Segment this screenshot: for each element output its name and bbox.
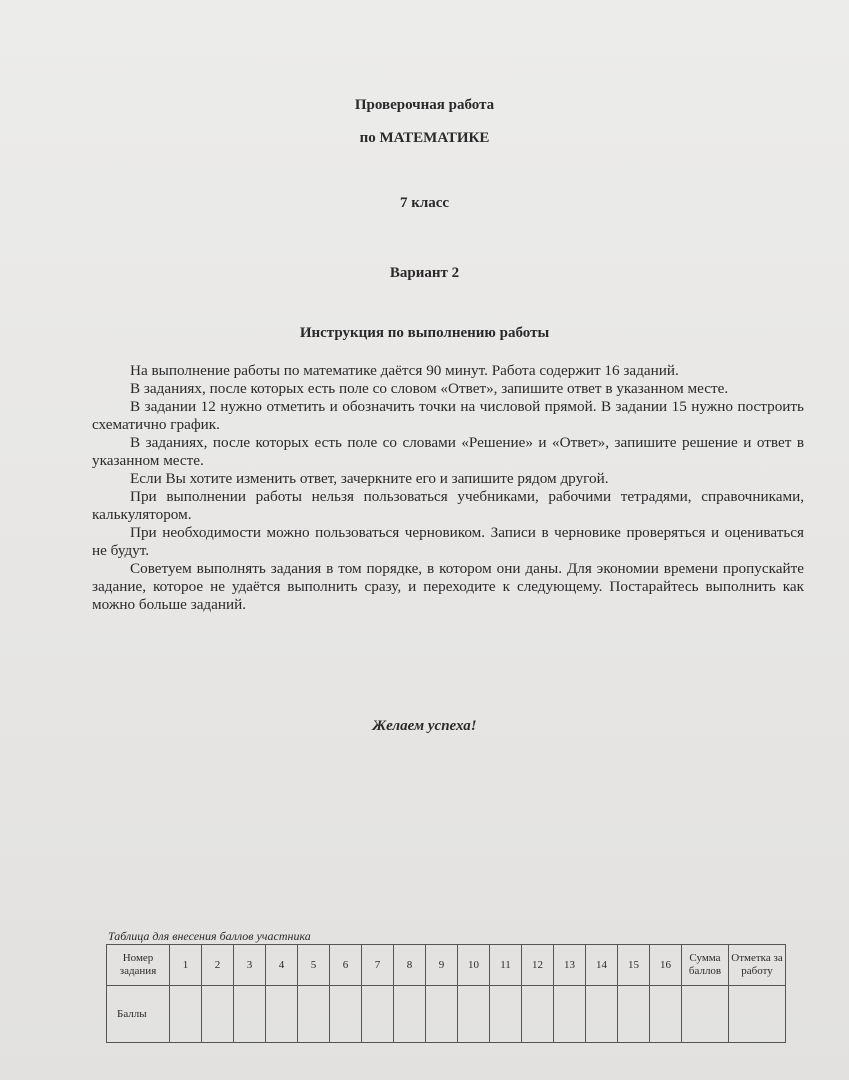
instructions-body bbox=[92, 362, 804, 614]
sum-label: Сумма баллов bbox=[682, 945, 729, 986]
score-cell[interactable] bbox=[330, 986, 362, 1043]
score-cell[interactable] bbox=[202, 986, 234, 1043]
task-number-label: Номер задания bbox=[107, 945, 170, 986]
score-table-score-row bbox=[107, 986, 786, 1043]
instructions-heading: Инструкция по выполнению работы bbox=[299, 325, 550, 341]
mark-cell[interactable] bbox=[729, 986, 786, 1043]
title-line-1: Проверочная работа bbox=[354, 97, 495, 113]
score-label: Баллы bbox=[107, 986, 170, 1043]
score-cell[interactable] bbox=[650, 986, 682, 1043]
score-table-header-row bbox=[107, 945, 786, 986]
mark-label: Отметка за работу bbox=[729, 945, 786, 986]
score-cell[interactable] bbox=[490, 986, 522, 1043]
instruction-paragraph: При выполнении работы нельзя пользоваться учебниками, рабочими тетрадями, справочниками, калькулятором. bbox=[92, 488, 804, 523]
task-number-cell: 15 bbox=[618, 945, 650, 986]
task-number-cell: 5 bbox=[298, 945, 330, 986]
grade-label: 7 класс bbox=[399, 195, 450, 211]
closing-wish: Желаем успеха! bbox=[372, 718, 477, 734]
task-number-cell: 9 bbox=[426, 945, 458, 986]
task-number-cell: 16 bbox=[650, 945, 682, 986]
instruction-paragraph: В задании 12 нужно отметить и обозначить точки на числовой прямой. В задании 15 нужно построить схематично график. bbox=[92, 398, 804, 433]
score-cell[interactable] bbox=[618, 986, 650, 1043]
instruction-paragraph: Если Вы хотите изменить ответ, зачеркните его и запишите рядом другой. bbox=[130, 470, 609, 487]
instruction-paragraph: В заданиях, после которых есть поле со словом «Ответ», запишите ответ в указанном месте. bbox=[130, 380, 729, 397]
score-cell[interactable] bbox=[586, 986, 618, 1043]
variant-label: Вариант 2 bbox=[389, 265, 460, 281]
task-number-cell: 14 bbox=[586, 945, 618, 986]
score-cell[interactable] bbox=[298, 986, 330, 1043]
task-number-cell: 2 bbox=[202, 945, 234, 986]
score-cell[interactable] bbox=[458, 986, 490, 1043]
title-line-2: по МАТЕМАТИКЕ bbox=[359, 130, 490, 146]
task-number-cell: 10 bbox=[458, 945, 490, 986]
instruction-paragraph: Советуем выполнять задания в том порядке, в котором они даны. Для экономии времени пропускайте задание, которое не удаётся выполнить сразу, и переходите к следующему. Постарайтесь выполнить как можно больше заданий. bbox=[92, 560, 804, 613]
instruction-paragraph: В заданиях, после которых есть поле со словами «Решение» и «Ответ», запишите решение и ответ в указанном месте. bbox=[92, 434, 804, 469]
score-cell[interactable] bbox=[362, 986, 394, 1043]
score-cell[interactable] bbox=[554, 986, 586, 1043]
score-table bbox=[106, 944, 786, 1043]
task-number-cell: 1 bbox=[170, 945, 202, 986]
task-number-cell: 4 bbox=[266, 945, 298, 986]
score-cell[interactable] bbox=[522, 986, 554, 1043]
task-number-cell: 11 bbox=[490, 945, 522, 986]
score-table-caption: Таблица для внесения баллов участника bbox=[108, 929, 311, 943]
task-number-cell: 6 bbox=[330, 945, 362, 986]
score-cell[interactable] bbox=[266, 986, 298, 1043]
score-cell[interactable] bbox=[234, 986, 266, 1043]
score-cell[interactable] bbox=[426, 986, 458, 1043]
instruction-paragraph: При необходимости можно пользоваться черновиком. Записи в черновике проверяться и оцениваться не будут. bbox=[92, 524, 804, 559]
task-number-cell: 8 bbox=[394, 945, 426, 986]
sum-cell[interactable] bbox=[682, 986, 729, 1043]
task-number-cell: 7 bbox=[362, 945, 394, 986]
task-number-cell: 13 bbox=[554, 945, 586, 986]
instruction-paragraph: На выполнение работы по математике даётся 90 минут. Работа содержит 16 заданий. bbox=[130, 362, 679, 379]
score-cell[interactable] bbox=[170, 986, 202, 1043]
score-cell[interactable] bbox=[394, 986, 426, 1043]
task-number-cell: 3 bbox=[234, 945, 266, 986]
task-number-cell: 12 bbox=[522, 945, 554, 986]
